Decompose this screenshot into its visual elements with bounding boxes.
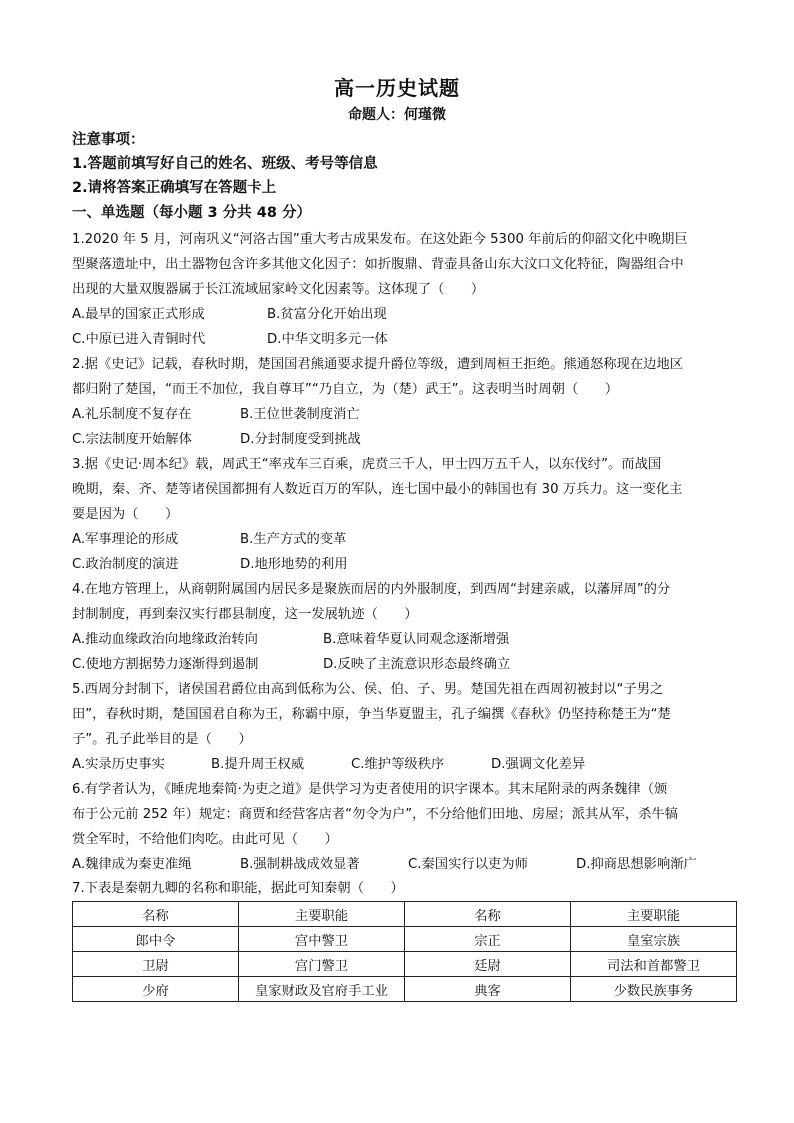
question-4-option-a: A.推动血缘政治向地缘政治转向: [72, 632, 258, 647]
nine-ministers-table: [72, 901, 737, 1002]
table-cell: 宗正: [405, 927, 571, 952]
table-cell: 廷尉: [405, 952, 571, 977]
question-5-line-3: 子”。孔子此举目的是（ ）: [72, 732, 252, 747]
question-4-option-b: B.意味着华夏认同观念逐渐增强: [323, 632, 510, 647]
table-header-cell: 主要职能: [571, 902, 737, 927]
question-3-option-d: D.地形地势的利用: [240, 557, 348, 572]
table-header-cell: 主要职能: [239, 902, 405, 927]
question-5-option-b: B.提升周王权威: [211, 757, 305, 772]
table-cell: 典客: [405, 977, 571, 1002]
question-2-option-b: B.王位世袭制度消亡: [240, 407, 360, 422]
question-6-line-2: 布于公元前 252 年）规定：商贾和经营客店者“勿令为户”，不分给他们田地、房屋；派其从军，杀牛犒: [72, 807, 679, 822]
question-5-option-c: C.维护等级秩序: [351, 757, 445, 772]
table-cell: 司法和首都警卫: [571, 952, 737, 977]
question-3-line-3: 要是因为（ ）: [72, 507, 179, 522]
question-4-option-c: C.使地方割据势力逐渐得到遏制: [72, 657, 259, 672]
question-6-option-b: B.强制耕战成效显著: [240, 857, 360, 872]
question-1-option-b: B.贫富分化开始出现: [267, 307, 387, 322]
question-5-option-a: A.实录历史事实: [72, 757, 165, 772]
question-1-option-d: D.中华文明多元一体: [267, 332, 388, 347]
table-row: [73, 927, 737, 952]
question-3-option-c: C.政治制度的演进: [72, 557, 179, 572]
question-1-option-c: C.中原已进入青铜时代: [72, 332, 206, 347]
table-row: [73, 952, 737, 977]
question-4-line-2: 封制制度，再到秦汉实行郡县制度，这一发展轨迹（ ）: [72, 607, 418, 622]
question-1-line-1: 1.2020 年 5 月，河南巩义“河洛古国”重大考古成果发布。在这处距今 5300 年前后的仰韶文化中晚期巨: [72, 232, 688, 247]
notice-heading: 注意事项：: [72, 132, 145, 148]
question-5-line-2: 田”，春秋时期，楚国国君自称为王，称霸中原，争当华夏盟主，孔子编撰《春秋》仍坚持称楚王为“楚: [72, 707, 671, 722]
author-line: 命题人：何瑾微: [348, 107, 446, 123]
table-header-cell: 名称: [73, 902, 239, 927]
table-cell: 卫尉: [73, 952, 239, 977]
page-title: 高一历史试题: [334, 76, 460, 100]
question-5-line-1: 5.西周分封制下，诸侯国君爵位由高到低称为公、侯、伯、子、男。楚国先祖在西周初被封以“子男之: [72, 682, 664, 697]
table-header-cell: 名称: [405, 902, 571, 927]
question-1-line-3: 出现的大量双腹器属于长江流域屈家岭文化因素等。这体现了（ ）: [72, 282, 485, 297]
table-cell: 郎中令: [73, 927, 239, 952]
question-2-line-2: 都归附了楚国，“而王不加位，我自尊耳”“乃自立，为（楚）武王”。这表明当时周朝（ ）: [72, 382, 619, 397]
question-1-line-2: 型聚落遗址中，出土器物包含许多其他文化因子：如折腹鼎、背壶具备山东大汶口文化特征，陶器组合中: [72, 257, 684, 272]
question-3-option-a: A.军事理论的形成: [72, 532, 179, 547]
question-1-option-a: A.最早的国家正式形成: [72, 307, 205, 322]
table-cell: 皇室宗族: [571, 927, 737, 952]
question-2-option-d: D.分封制度受到挑战: [240, 432, 361, 447]
table-cell: 皇家财政及官府手工业: [239, 977, 405, 1002]
question-7-line-1: 7.下表是秦朝九卿的名称和职能，据此可知秦朝（ ）: [72, 881, 404, 896]
question-3-option-b: B.生产方式的变革: [240, 532, 347, 547]
question-6-option-a: A.魏律成为秦吏准绳: [72, 857, 192, 872]
question-6-line-1: 6.有学者认为，《睡虎地秦简·为吏之道》是供学习为吏者使用的识字课本。其末尾附录的两条魏律（颁: [72, 782, 668, 797]
question-2-option-a: A.礼乐制度不复存在: [72, 407, 192, 422]
table-cell: 宫门警卫: [239, 952, 405, 977]
notice-item-1: 1.答题前填写好自己的姓名、班级、考号等信息: [72, 156, 378, 172]
question-4-line-1: 4.在地方管理上，从商朝附属国内居民多是聚族而居的内外服制度，到西周“封建亲戚，以藩屏周”的分: [72, 582, 671, 597]
question-4-option-d: D.反映了主流意识形态最终确立: [323, 657, 511, 672]
table-row: [73, 977, 737, 1002]
question-2-option-c: C.宗法制度开始解体: [72, 432, 192, 447]
question-5-option-d: D.强调文化差异: [491, 757, 586, 772]
table-cell: 宫中警卫: [239, 927, 405, 952]
question-2-line-1: 2.据《史记》记载，春秋时期，楚国国君熊通要求提升爵位等级，遭到周桓王拒绝。熊通怒称现在边地区: [72, 357, 684, 372]
question-6-line-3: 赏全军时，不给他们肉吃。由此可见（ ）: [72, 832, 338, 847]
question-3-line-2: 晚期，秦、齐、楚等诸侯国都拥有人数近百万的军队，连七国中最小的韩国也有 30 万兵力。这一变化主: [72, 482, 683, 497]
question-6-option-d: D.抑商思想影响渐广: [576, 857, 697, 872]
question-6-option-c: C.秦国实行以吏为师: [408, 857, 528, 872]
notice-item-2: 2.请将答案正确填写在答题卡上: [72, 180, 277, 196]
question-3-line-1: 3.据《史记·周本纪》载，周武王“率戎车三百乘，虎贲三千人，甲士四万五千人，以东伐纣”。而战国: [72, 457, 662, 472]
table-header-row: [73, 902, 737, 927]
section-heading: 一、单选题（每小题 3 分共 48 分）: [72, 205, 311, 221]
table-cell: 少数民族事务: [571, 977, 737, 1002]
table-cell: 少府: [73, 977, 239, 1002]
